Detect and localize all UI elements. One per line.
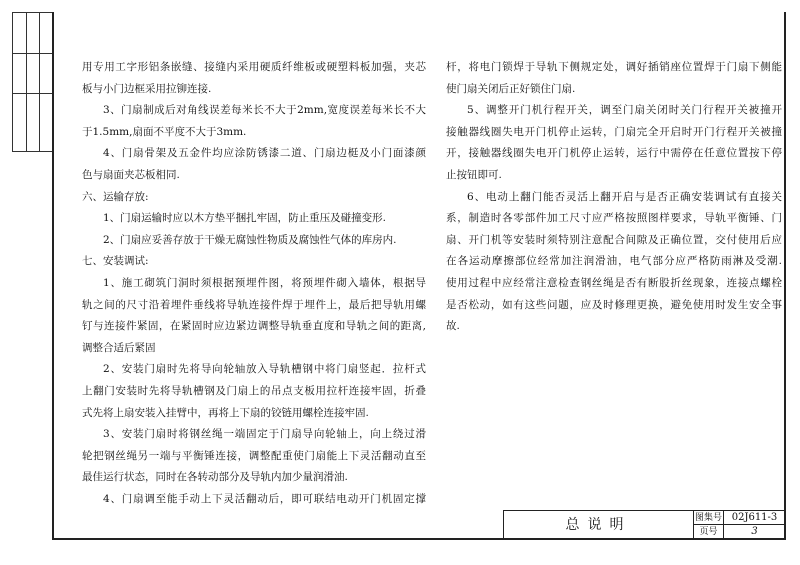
text-line: 5、调整开门机行程开关，调至门扇关闭时关门行程开关被撞开 <box>467 104 782 117</box>
text-line: 用专用工字形铝条嵌缝、接缝内采用硬质纤维板或硬塑料板加强，夹芯 <box>82 61 426 73</box>
text-line: 七、安装调试: <box>82 255 149 268</box>
atlas-label: 图集号 <box>694 513 722 523</box>
text-line: 杆，将电门锁焊于导轨下侧规定处，调好插销座位置焊于门扇下侧能 <box>446 61 782 73</box>
text-line: 是否松动，如有这些问题，应及时修理更换，避免使用时发生安全事 <box>446 298 782 311</box>
text-line: 3、安装门扇时将钢丝绳一端固定于门扇导向轮轴上，向上绕过滑 <box>103 428 426 441</box>
text-line: 色与扇面夹芯板相同. <box>82 168 180 181</box>
text-line: 2、安装门扇时先将导向轮轴放入导轨槽钢中将门扇竖起．拉杆式 <box>103 363 426 376</box>
text-line: 1、门扇运输时应以木方垫平捆扎牢固，防止重压及碰撞变形. <box>103 212 387 225</box>
text-line: 最佳运行状态，同时在各转动部分及导轨内加少量润滑油. <box>82 471 348 484</box>
text-line: 止按钮即可. <box>446 168 502 181</box>
page-number: 3 <box>723 525 785 539</box>
text-line: 4、门扇骨架及五金件均应涂防锈漆二道、门扇边梃及小门面漆颜 <box>103 147 426 160</box>
text-line: 调整合适后紧固 <box>82 341 156 354</box>
text-line: 接触器线圈失电开门机停止运转，门扇完全开启时开门行程开关被撞 <box>446 125 782 138</box>
text-line: 在各运动摩擦部位经常加注润滑油，电气部分应严格防雨淋及受潮. <box>446 255 782 268</box>
sheet-title: 总说明 <box>565 517 632 533</box>
text-line: 2、门扇应妥善存放于干燥无腐蚀性物质及腐蚀性气体的库房内. <box>103 233 397 246</box>
text-line: 故. <box>446 320 460 333</box>
text-line: 上翻门安装时先将导轨槽钢及门扇上的吊点支板用拉杆连接牢固，折叠 <box>82 384 426 397</box>
text-line: 3、门扇制成后对角线误差每米长不大于2mm,宽度误差每米长不大 <box>103 104 426 117</box>
text-line: 板与小门边框采用拉铆连接. <box>82 82 212 95</box>
left-text-column <box>82 57 426 510</box>
text-line: 6、电动上翻门能否灵活上翻开启与是否正确安装调试有直接关 <box>467 190 782 203</box>
text-line: 系，制造时各零部件加工尺寸应严格按照图样要求，导轨平衡锤、门 <box>446 212 782 225</box>
text-line: 开，接触器线圈失电开门机停止运转，运行中需停在任意位置按下停 <box>446 147 782 160</box>
atlas-number: 02J611-3 <box>723 511 785 525</box>
text-line: 轮把钢丝绳另一端与平衡锤连接，调整配重使门扇能上下灵活翻动直至 <box>82 449 426 462</box>
text-line: 钉与连接件紧固，在紧固时应边紧边调整导轨垂直度和导轨之间的距离, <box>82 320 426 333</box>
text-line: 4、门扇调至能手动上下灵活翻动后，即可联结电动开门机固定撑 <box>103 492 426 505</box>
right-text-column <box>446 57 782 338</box>
binding-margin-stamp <box>12 12 52 152</box>
text-line: 扇、开门机等安装时须特别注意配合间隙及正确位置，交付使用后应 <box>446 233 782 246</box>
text-line: 六、运输存放: <box>82 190 149 203</box>
text-line: 于1.5mm,扇面不平度不大于3mm. <box>82 125 247 138</box>
text-line: 1、施工砌筑门洞时须根据预埋件图，将预埋件砌入墙体，根据导 <box>103 276 426 289</box>
text-line: 使门扇关闭后正好锁住门扇. <box>446 82 576 95</box>
title-block <box>503 510 786 540</box>
text-line: 使用过程中应经常注意检查钢丝绳是否有断股折丝现象，连接点螺栓 <box>446 276 782 289</box>
text-line: 式先将上扇安装入挂臂中，再将上下扇的铰链用螺栓连接牢固. <box>82 406 369 419</box>
text-line: 轨之间的尺寸沿着埋件垂线将导轨连接件焊于埋件上，最后把导轨用螺 <box>82 298 426 311</box>
page-label: 页号 <box>693 525 723 539</box>
